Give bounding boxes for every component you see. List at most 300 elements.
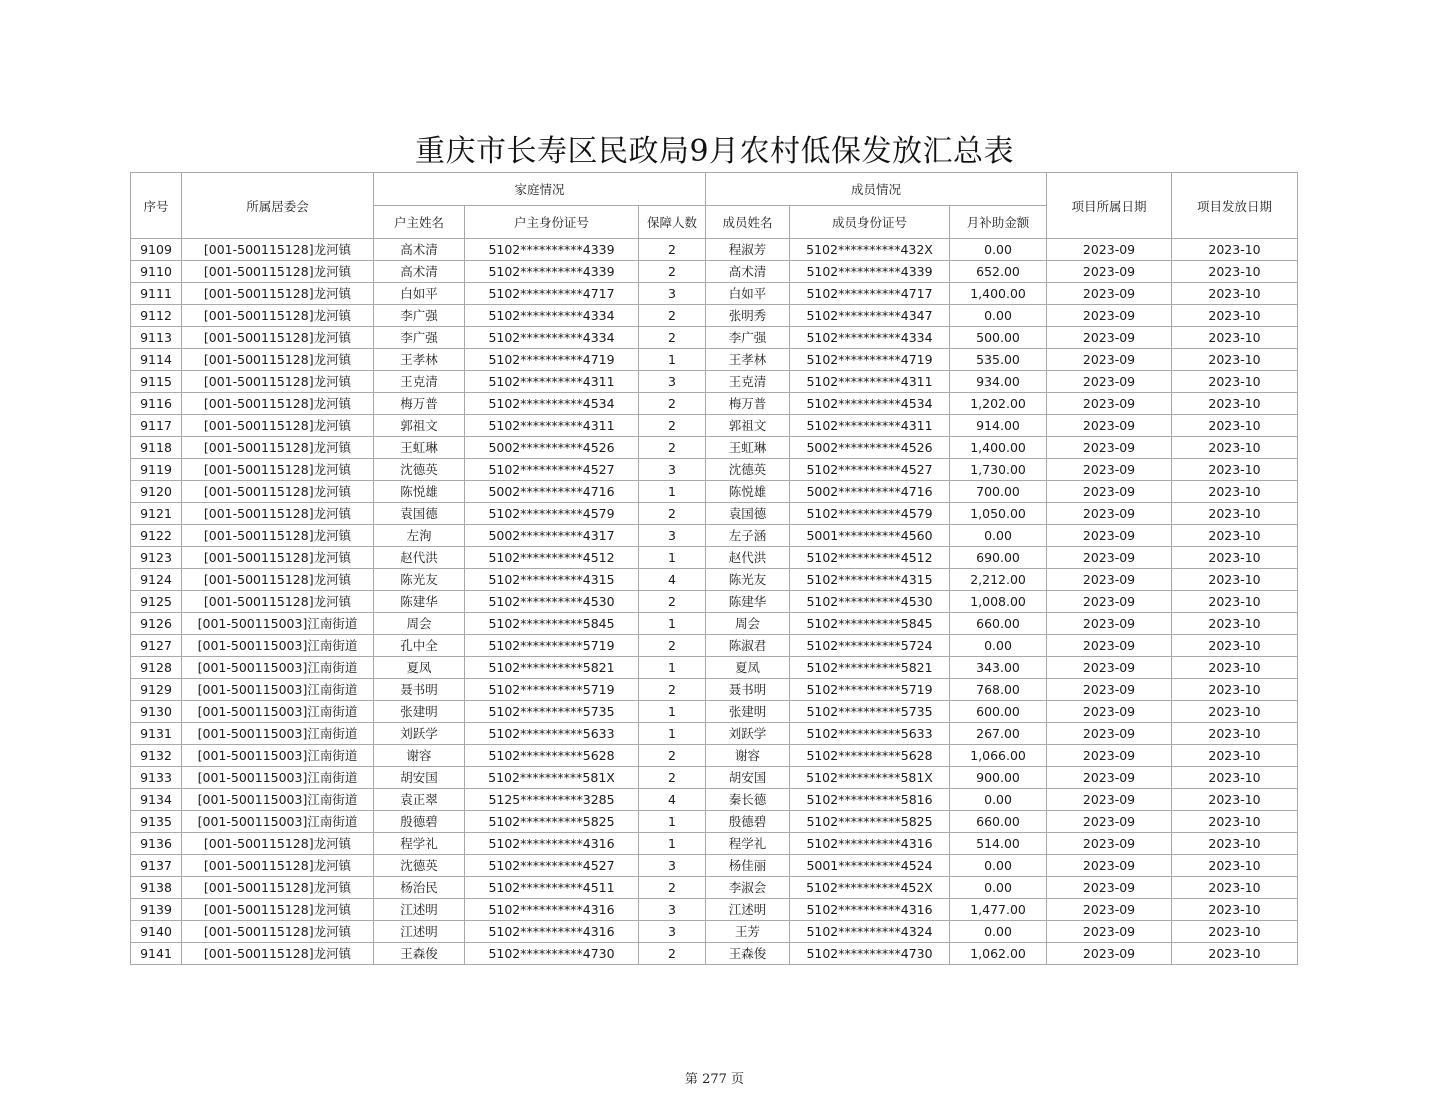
cell-committee: [001-500115128]龙河镇 xyxy=(182,525,374,547)
table-body xyxy=(131,239,1298,965)
cell-member-name: 殷德碧 xyxy=(706,811,790,833)
cell-project-date: 2023-09 xyxy=(1047,459,1172,481)
cell-amount: 768.00 xyxy=(950,679,1047,701)
cell-member-name: 周会 xyxy=(706,613,790,635)
cell-seq: 9130 xyxy=(131,701,182,723)
cell-amount: 934.00 xyxy=(950,371,1047,393)
cell-project-date: 2023-09 xyxy=(1047,745,1172,767)
header-head-id: 户主身份证号 xyxy=(465,206,639,239)
cell-member-id: 5102**********5821 xyxy=(790,657,950,679)
cell-head-id: 5102**********4334 xyxy=(465,327,639,349)
header-family-group: 家庭情况 xyxy=(374,173,706,206)
table-row xyxy=(131,481,1298,503)
cell-member-name: 李广强 xyxy=(706,327,790,349)
header-count: 保障人数 xyxy=(639,206,706,239)
cell-count: 2 xyxy=(639,393,706,415)
cell-project-date: 2023-09 xyxy=(1047,547,1172,569)
table-row xyxy=(131,547,1298,569)
cell-amount: 900.00 xyxy=(950,767,1047,789)
cell-head-id: 5102**********5719 xyxy=(465,635,639,657)
cell-head-name: 王虹琳 xyxy=(374,437,465,459)
cell-project-date: 2023-09 xyxy=(1047,701,1172,723)
cell-amount: 1,062.00 xyxy=(950,943,1047,965)
cell-member-name: 陈光友 xyxy=(706,569,790,591)
cell-release-date: 2023-10 xyxy=(1172,811,1298,833)
cell-head-name: 陈建华 xyxy=(374,591,465,613)
cell-project-date: 2023-09 xyxy=(1047,789,1172,811)
cell-committee: [001-500115128]龙河镇 xyxy=(182,481,374,503)
cell-member-id: 5102**********581X xyxy=(790,767,950,789)
cell-amount: 2,212.00 xyxy=(950,569,1047,591)
cell-project-date: 2023-09 xyxy=(1047,833,1172,855)
cell-release-date: 2023-10 xyxy=(1172,569,1298,591)
cell-head-name: 郭祖文 xyxy=(374,415,465,437)
table-row xyxy=(131,767,1298,789)
cell-project-date: 2023-09 xyxy=(1047,239,1172,261)
cell-member-name: 陈建华 xyxy=(706,591,790,613)
cell-head-name: 王森俊 xyxy=(374,943,465,965)
page-footer xyxy=(0,1068,1429,1087)
cell-amount: 0.00 xyxy=(950,789,1047,811)
cell-release-date: 2023-10 xyxy=(1172,745,1298,767)
cell-head-name: 白如平 xyxy=(374,283,465,305)
cell-member-name: 李淑会 xyxy=(706,877,790,899)
cell-release-date: 2023-10 xyxy=(1172,943,1298,965)
cell-count: 1 xyxy=(639,701,706,723)
cell-release-date: 2023-10 xyxy=(1172,305,1298,327)
cell-amount: 1,400.00 xyxy=(950,437,1047,459)
cell-committee: [001-500115128]龙河镇 xyxy=(182,877,374,899)
cell-count: 2 xyxy=(639,327,706,349)
cell-head-id: 5102**********4527 xyxy=(465,459,639,481)
cell-head-id: 5102**********4315 xyxy=(465,569,639,591)
cell-member-name: 高术清 xyxy=(706,261,790,283)
cell-committee: [001-500115128]龙河镇 xyxy=(182,283,374,305)
cell-amount: 700.00 xyxy=(950,481,1047,503)
cell-seq: 9117 xyxy=(131,415,182,437)
cell-head-id: 5102**********4334 xyxy=(465,305,639,327)
cell-head-name: 江述明 xyxy=(374,921,465,943)
cell-release-date: 2023-10 xyxy=(1172,327,1298,349)
cell-amount: 690.00 xyxy=(950,547,1047,569)
footer-prefix: 第 xyxy=(684,1072,698,1087)
table-row xyxy=(131,371,1298,393)
cell-head-name: 赵代洪 xyxy=(374,547,465,569)
table-row xyxy=(131,613,1298,635)
cell-member-id: 5102**********5719 xyxy=(790,679,950,701)
cell-release-date: 2023-10 xyxy=(1172,877,1298,899)
cell-committee: [001-500115128]龙河镇 xyxy=(182,569,374,591)
cell-seq: 9119 xyxy=(131,459,182,481)
table-row xyxy=(131,239,1298,261)
cell-count: 4 xyxy=(639,569,706,591)
cell-seq: 9121 xyxy=(131,503,182,525)
cell-amount: 1,400.00 xyxy=(950,283,1047,305)
cell-count: 2 xyxy=(639,591,706,613)
cell-release-date: 2023-10 xyxy=(1172,261,1298,283)
cell-project-date: 2023-09 xyxy=(1047,591,1172,613)
table-row xyxy=(131,679,1298,701)
cell-seq: 9115 xyxy=(131,371,182,393)
cell-member-id: 5102**********4315 xyxy=(790,569,950,591)
cell-project-date: 2023-09 xyxy=(1047,943,1172,965)
cell-head-name: 夏凤 xyxy=(374,657,465,679)
cell-project-date: 2023-09 xyxy=(1047,349,1172,371)
cell-project-date: 2023-09 xyxy=(1047,767,1172,789)
cell-member-name: 张建明 xyxy=(706,701,790,723)
cell-seq: 9114 xyxy=(131,349,182,371)
cell-head-name: 胡安国 xyxy=(374,767,465,789)
cell-member-id: 5102**********5845 xyxy=(790,613,950,635)
cell-head-id: 5102**********5825 xyxy=(465,811,639,833)
cell-count: 2 xyxy=(639,415,706,437)
cell-project-date: 2023-09 xyxy=(1047,415,1172,437)
cell-seq: 9136 xyxy=(131,833,182,855)
cell-count: 1 xyxy=(639,723,706,745)
cell-member-name: 王虹琳 xyxy=(706,437,790,459)
cell-count: 3 xyxy=(639,283,706,305)
cell-committee: [001-500115128]龙河镇 xyxy=(182,415,374,437)
cell-member-id: 5102**********5825 xyxy=(790,811,950,833)
table-row xyxy=(131,261,1298,283)
cell-member-id: 5001**********4524 xyxy=(790,855,950,877)
cell-count: 1 xyxy=(639,811,706,833)
table-row xyxy=(131,569,1298,591)
cell-head-name: 谢容 xyxy=(374,745,465,767)
cell-head-id: 5102**********4512 xyxy=(465,547,639,569)
cell-member-id: 5102**********5735 xyxy=(790,701,950,723)
cell-seq: 9138 xyxy=(131,877,182,899)
cell-member-name: 江述明 xyxy=(706,899,790,921)
cell-committee: [001-500115128]龙河镇 xyxy=(182,503,374,525)
cell-count: 2 xyxy=(639,635,706,657)
cell-member-name: 张明秀 xyxy=(706,305,790,327)
cell-member-id: 5002**********4716 xyxy=(790,481,950,503)
cell-project-date: 2023-09 xyxy=(1047,283,1172,305)
cell-release-date: 2023-10 xyxy=(1172,437,1298,459)
cell-member-id: 5102**********4717 xyxy=(790,283,950,305)
cell-seq: 9113 xyxy=(131,327,182,349)
cell-head-id: 5102**********4316 xyxy=(465,833,639,855)
cell-seq: 9134 xyxy=(131,789,182,811)
cell-head-name: 袁正翠 xyxy=(374,789,465,811)
cell-member-id: 5002**********4526 xyxy=(790,437,950,459)
cell-member-id: 5102**********4527 xyxy=(790,459,950,481)
cell-seq: 9137 xyxy=(131,855,182,877)
cell-head-id: 5002**********4716 xyxy=(465,481,639,503)
cell-project-date: 2023-09 xyxy=(1047,305,1172,327)
cell-amount: 500.00 xyxy=(950,327,1047,349)
cell-project-date: 2023-09 xyxy=(1047,657,1172,679)
cell-member-id: 5102**********4530 xyxy=(790,591,950,613)
allowance-table xyxy=(130,172,1298,965)
cell-count: 3 xyxy=(639,525,706,547)
cell-head-id: 5102**********4339 xyxy=(465,261,639,283)
cell-member-id: 5102**********4339 xyxy=(790,261,950,283)
cell-head-name: 孔中全 xyxy=(374,635,465,657)
cell-member-name: 聂书明 xyxy=(706,679,790,701)
cell-member-name: 王森俊 xyxy=(706,943,790,965)
cell-amount: 1,730.00 xyxy=(950,459,1047,481)
cell-release-date: 2023-10 xyxy=(1172,547,1298,569)
cell-head-name: 程学礼 xyxy=(374,833,465,855)
cell-head-id: 5102**********4339 xyxy=(465,239,639,261)
cell-head-id: 5102**********4579 xyxy=(465,503,639,525)
cell-amount: 660.00 xyxy=(950,811,1047,833)
cell-release-date: 2023-10 xyxy=(1172,393,1298,415)
cell-committee: [001-500115128]龙河镇 xyxy=(182,591,374,613)
cell-count: 2 xyxy=(639,767,706,789)
cell-amount: 600.00 xyxy=(950,701,1047,723)
cell-release-date: 2023-10 xyxy=(1172,525,1298,547)
cell-member-id: 5102**********452X xyxy=(790,877,950,899)
cell-committee: [001-500115003]江南街道 xyxy=(182,767,374,789)
cell-count: 1 xyxy=(639,613,706,635)
cell-member-name: 沈德英 xyxy=(706,459,790,481)
cell-project-date: 2023-09 xyxy=(1047,635,1172,657)
cell-member-id: 5102**********5816 xyxy=(790,789,950,811)
cell-member-name: 陈悦雄 xyxy=(706,481,790,503)
cell-release-date: 2023-10 xyxy=(1172,635,1298,657)
cell-committee: [001-500115128]龙河镇 xyxy=(182,371,374,393)
cell-seq: 9133 xyxy=(131,767,182,789)
header-release-date: 项目发放日期 xyxy=(1172,173,1298,239)
cell-member-name: 王芳 xyxy=(706,921,790,943)
cell-seq: 9122 xyxy=(131,525,182,547)
table-row xyxy=(131,635,1298,657)
cell-head-id: 5102**********4316 xyxy=(465,921,639,943)
cell-seq: 9116 xyxy=(131,393,182,415)
cell-head-name: 聂书明 xyxy=(374,679,465,701)
cell-seq: 9131 xyxy=(131,723,182,745)
cell-head-id: 5125**********3285 xyxy=(465,789,639,811)
cell-member-id: 5102**********4719 xyxy=(790,349,950,371)
cell-committee: [001-500115128]龙河镇 xyxy=(182,899,374,921)
cell-amount: 1,066.00 xyxy=(950,745,1047,767)
cell-seq: 9132 xyxy=(131,745,182,767)
cell-release-date: 2023-10 xyxy=(1172,283,1298,305)
cell-member-name: 胡安国 xyxy=(706,767,790,789)
cell-head-name: 江述明 xyxy=(374,899,465,921)
cell-count: 3 xyxy=(639,459,706,481)
cell-member-id: 5102**********432X xyxy=(790,239,950,261)
table-row xyxy=(131,393,1298,415)
cell-head-name: 沈德英 xyxy=(374,459,465,481)
cell-head-name: 梅万普 xyxy=(374,393,465,415)
header-member-group: 成员情况 xyxy=(706,173,1047,206)
cell-committee: [001-500115128]龙河镇 xyxy=(182,855,374,877)
cell-head-id: 5102**********4719 xyxy=(465,349,639,371)
cell-amount: 1,008.00 xyxy=(950,591,1047,613)
cell-member-name: 秦长德 xyxy=(706,789,790,811)
cell-head-name: 左洵 xyxy=(374,525,465,547)
cell-head-id: 5102**********5628 xyxy=(465,745,639,767)
cell-head-id: 5102**********4527 xyxy=(465,855,639,877)
table-row xyxy=(131,877,1298,899)
table-row xyxy=(131,525,1298,547)
cell-amount: 535.00 xyxy=(950,349,1047,371)
cell-head-name: 杨治民 xyxy=(374,877,465,899)
cell-amount: 0.00 xyxy=(950,855,1047,877)
cell-member-name: 梅万普 xyxy=(706,393,790,415)
cell-member-name: 袁国德 xyxy=(706,503,790,525)
cell-count: 4 xyxy=(639,789,706,811)
cell-member-id: 5102**********4730 xyxy=(790,943,950,965)
cell-member-id: 5102**********4324 xyxy=(790,921,950,943)
cell-member-id: 5102**********4334 xyxy=(790,327,950,349)
cell-member-name: 谢容 xyxy=(706,745,790,767)
header-member-name: 成员姓名 xyxy=(706,206,790,239)
cell-amount: 0.00 xyxy=(950,921,1047,943)
cell-committee: [001-500115128]龙河镇 xyxy=(182,921,374,943)
cell-member-id: 5102**********4316 xyxy=(790,899,950,921)
cell-release-date: 2023-10 xyxy=(1172,657,1298,679)
cell-project-date: 2023-09 xyxy=(1047,481,1172,503)
cell-member-name: 刘跃学 xyxy=(706,723,790,745)
cell-member-name: 王克清 xyxy=(706,371,790,393)
cell-committee: [001-500115128]龙河镇 xyxy=(182,393,374,415)
cell-member-name: 杨佳丽 xyxy=(706,855,790,877)
page-title: 重庆市长寿区民政局9月农村低保发放汇总表 xyxy=(414,134,1015,169)
cell-project-date: 2023-09 xyxy=(1047,613,1172,635)
cell-seq: 9126 xyxy=(131,613,182,635)
cell-committee: [001-500115003]江南街道 xyxy=(182,811,374,833)
cell-count: 1 xyxy=(639,547,706,569)
cell-committee: [001-500115128]龙河镇 xyxy=(182,261,374,283)
cell-amount: 514.00 xyxy=(950,833,1047,855)
cell-head-name: 李广强 xyxy=(374,305,465,327)
table-row xyxy=(131,283,1298,305)
table-row xyxy=(131,701,1298,723)
cell-head-name: 王克清 xyxy=(374,371,465,393)
cell-head-name: 陈光友 xyxy=(374,569,465,591)
cell-member-name: 郭祖文 xyxy=(706,415,790,437)
cell-member-id: 5102**********4316 xyxy=(790,833,950,855)
cell-amount: 1,477.00 xyxy=(950,899,1047,921)
cell-project-date: 2023-09 xyxy=(1047,723,1172,745)
header-head-name: 户主姓名 xyxy=(374,206,465,239)
cell-count: 3 xyxy=(639,371,706,393)
cell-release-date: 2023-10 xyxy=(1172,371,1298,393)
cell-member-name: 夏凤 xyxy=(706,657,790,679)
cell-project-date: 2023-09 xyxy=(1047,525,1172,547)
cell-seq: 9129 xyxy=(131,679,182,701)
cell-head-name: 刘跃学 xyxy=(374,723,465,745)
cell-amount: 0.00 xyxy=(950,239,1047,261)
cell-seq: 9109 xyxy=(131,239,182,261)
cell-count: 1 xyxy=(639,349,706,371)
cell-seq: 9135 xyxy=(131,811,182,833)
cell-count: 2 xyxy=(639,503,706,525)
cell-amount: 0.00 xyxy=(950,635,1047,657)
cell-head-id: 5102**********4311 xyxy=(465,371,639,393)
cell-release-date: 2023-10 xyxy=(1172,833,1298,855)
cell-count: 2 xyxy=(639,261,706,283)
cell-count: 3 xyxy=(639,855,706,877)
cell-committee: [001-500115003]江南街道 xyxy=(182,701,374,723)
cell-committee: [001-500115128]龙河镇 xyxy=(182,459,374,481)
cell-seq: 9127 xyxy=(131,635,182,657)
header-seq: 序号 xyxy=(131,173,182,239)
cell-head-name: 李广强 xyxy=(374,327,465,349)
table-row xyxy=(131,789,1298,811)
cell-head-id: 5002**********4317 xyxy=(465,525,639,547)
cell-count: 1 xyxy=(639,481,706,503)
cell-release-date: 2023-10 xyxy=(1172,921,1298,943)
cell-release-date: 2023-10 xyxy=(1172,723,1298,745)
cell-project-date: 2023-09 xyxy=(1047,921,1172,943)
cell-member-name: 赵代洪 xyxy=(706,547,790,569)
table-row xyxy=(131,415,1298,437)
cell-amount: 1,050.00 xyxy=(950,503,1047,525)
cell-project-date: 2023-09 xyxy=(1047,855,1172,877)
cell-committee: [001-500115003]江南街道 xyxy=(182,745,374,767)
cell-project-date: 2023-09 xyxy=(1047,371,1172,393)
cell-head-id: 5102**********5821 xyxy=(465,657,639,679)
cell-seq: 9120 xyxy=(131,481,182,503)
cell-head-name: 周会 xyxy=(374,613,465,635)
cell-amount: 0.00 xyxy=(950,305,1047,327)
cell-release-date: 2023-10 xyxy=(1172,899,1298,921)
cell-count: 2 xyxy=(639,745,706,767)
table-row xyxy=(131,855,1298,877)
cell-head-id: 5102**********5633 xyxy=(465,723,639,745)
header-member-id: 成员身份证号 xyxy=(790,206,950,239)
cell-committee: [001-500115003]江南街道 xyxy=(182,613,374,635)
table-row xyxy=(131,921,1298,943)
cell-member-id: 5102**********4311 xyxy=(790,371,950,393)
cell-amount: 652.00 xyxy=(950,261,1047,283)
cell-seq: 9110 xyxy=(131,261,182,283)
cell-committee: [001-500115128]龙河镇 xyxy=(182,349,374,371)
cell-count: 3 xyxy=(639,921,706,943)
cell-count: 2 xyxy=(639,877,706,899)
cell-seq: 9140 xyxy=(131,921,182,943)
cell-seq: 9111 xyxy=(131,283,182,305)
footer-suffix: 页 xyxy=(731,1072,745,1087)
table-header xyxy=(131,173,1298,239)
cell-head-id: 5102**********4530 xyxy=(465,591,639,613)
cell-head-id: 5002**********4526 xyxy=(465,437,639,459)
cell-head-name: 沈德英 xyxy=(374,855,465,877)
cell-project-date: 2023-09 xyxy=(1047,899,1172,921)
cell-amount: 660.00 xyxy=(950,613,1047,635)
cell-committee: [001-500115003]江南街道 xyxy=(182,789,374,811)
cell-release-date: 2023-10 xyxy=(1172,679,1298,701)
cell-head-name: 高术清 xyxy=(374,261,465,283)
cell-head-name: 王孝林 xyxy=(374,349,465,371)
cell-project-date: 2023-09 xyxy=(1047,503,1172,525)
cell-amount: 343.00 xyxy=(950,657,1047,679)
header-amount: 月补助金额 xyxy=(950,206,1047,239)
cell-release-date: 2023-10 xyxy=(1172,855,1298,877)
cell-committee: [001-500115128]龙河镇 xyxy=(182,833,374,855)
cell-member-name: 程淑芳 xyxy=(706,239,790,261)
cell-release-date: 2023-10 xyxy=(1172,613,1298,635)
cell-seq: 9118 xyxy=(131,437,182,459)
cell-member-id: 5102**********4579 xyxy=(790,503,950,525)
cell-member-name: 陈淑君 xyxy=(706,635,790,657)
table-row xyxy=(131,437,1298,459)
cell-committee: [001-500115128]龙河镇 xyxy=(182,305,374,327)
cell-head-id: 5102**********4311 xyxy=(465,415,639,437)
cell-release-date: 2023-10 xyxy=(1172,415,1298,437)
cell-amount: 267.00 xyxy=(950,723,1047,745)
cell-member-id: 5001**********4560 xyxy=(790,525,950,547)
cell-seq: 9112 xyxy=(131,305,182,327)
header-committee: 所属居委会 xyxy=(182,173,374,239)
cell-seq: 9123 xyxy=(131,547,182,569)
